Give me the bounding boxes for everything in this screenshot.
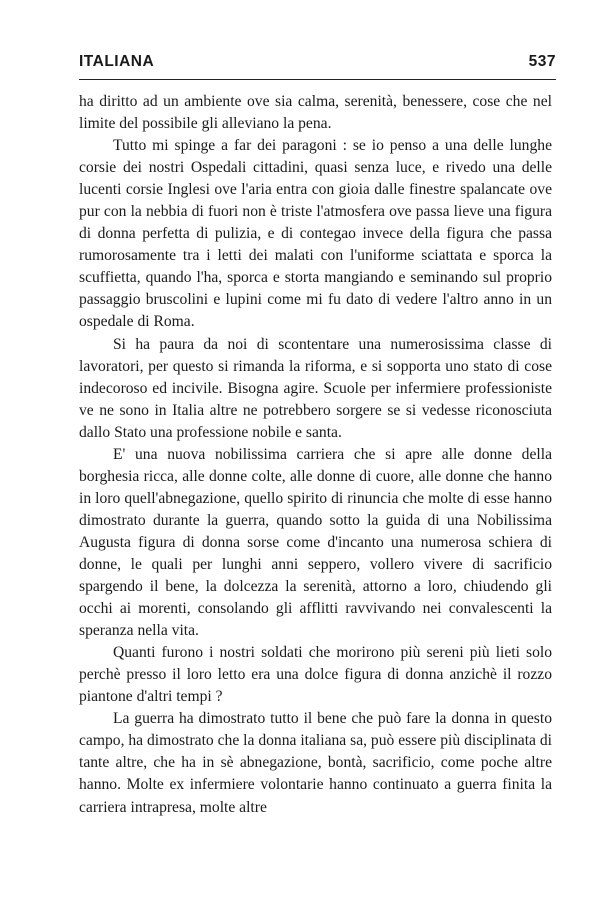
paragraph-1: ha diritto ad un ambiente ove sia calma, serenità, benessere, cose che nel limite del possibile gli alleviano la pena.	[79, 93, 552, 133]
paragraph-5: Quanti furono i nostri soldati che morirono più sereni più lieti solo perchè presso il loro letto era una dolce figura di donna anzichè il rozzo piantone d'altri tempi ?	[79, 644, 552, 706]
paragraph-3: Si ha paura da noi di scontentare una numerosissima classe di lavoratori, per questo si rimanda la riforma, e si sopporta uno stato di cose indecoroso ed incivile. Bisogna agire. Scuole per infermiere professioniste ve ne sono in Italia altre ne potrebbero sorgere se si vedesse riconosciuta dallo Stato una professione nobile e santa.	[79, 335, 552, 441]
paragraph-4: E' una nuova nobilissima carriera che si apre alle donne della borghesia ricca, alle donne colte, alle donne di cuore, alle donne che hanno in loro quell'abnegazione, quello spirito di rinuncia che molte di esse hanno dimostrato durante la guerra, quando sotto la guida di una Nobilissima Augusta figura di donna sorse come d'incanto una numerosa schiera di donne, le quali per lunghi anni seppero, vollero vivere di sacrificio spargendo il bene, la dolcezza la serenità, attorno a loro, chiudendo gli occhi ai morenti, consolando gli afflitti ravvivando nei convalescenti la speranza nella vita.	[79, 445, 552, 640]
paragraph-6: La guerra ha dimostrato tutto il bene che può fare la donna in questo campo, ha dimostrato che la donna italiana sa, può essere più disciplinata di tante altre, che ha in sè abnegazione, bontà, sacrificio, come poche altre hanno. Molte ex infermiere volontarie hanno continuato a guerra finita la carriera intrapresa, molte altre	[79, 710, 552, 816]
journal-title: ITALIANA	[79, 53, 155, 70]
paragraph-2: Tutto mi spinge a far dei paragoni : se io penso a una delle lunghe corsie dei nostri Ospedali cittadini, quasi senza luce, e rivedo una delle lucenti corsie Inglesi ove l'aria entra con gioia dalle finestre spalancate ove pur con la nebbia di fuori non è triste l'atmosfera ove passa lieve una figura di donna perfetta di pulizia, e di contegao invece della figura che passa rumorosamente tra i letti dei malati con l'uniforme sciattata e sporca la scuffietta, quando l'ha, sporca e storta mangiando e seminando sul proprio passaggio bruscolini e lupini come mi fu dato di vedere l'altro anno in un ospedale di Roma.	[79, 137, 552, 331]
page-number: 537	[528, 53, 556, 70]
header-rule	[79, 79, 556, 80]
running-header	[79, 53, 556, 71]
body-text	[79, 91, 552, 819]
